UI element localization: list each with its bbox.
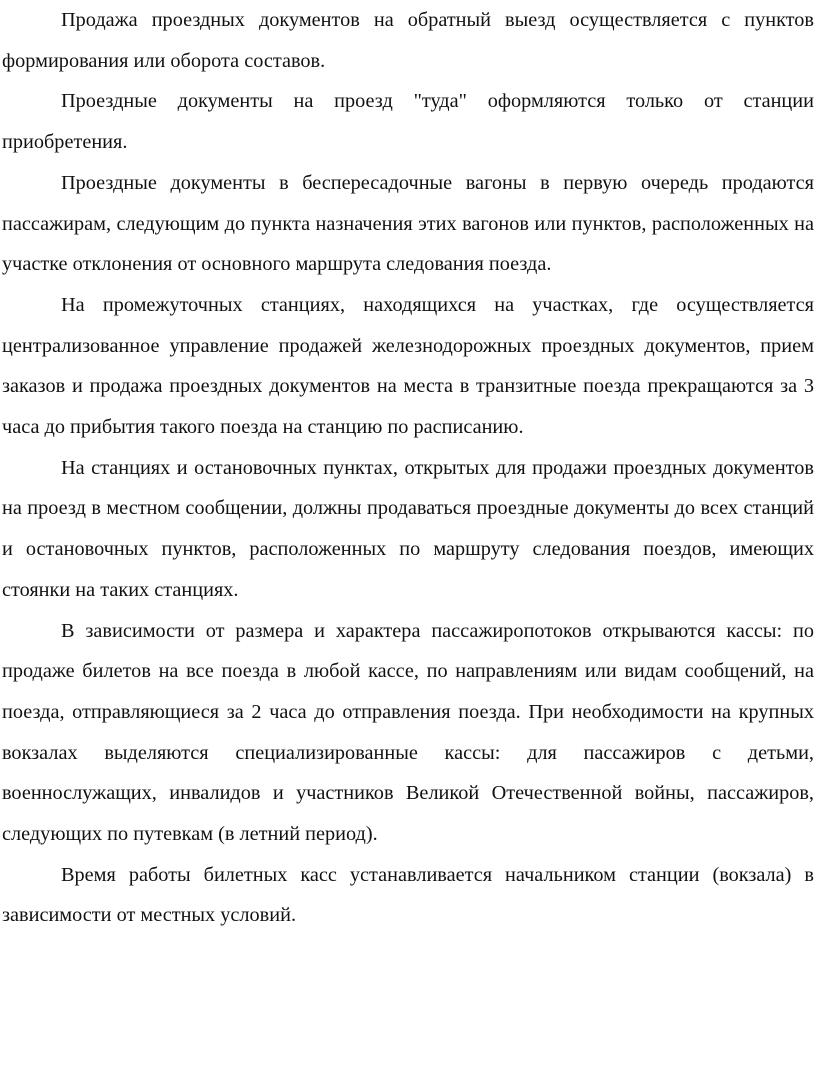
paragraph-ticket-offices: В зависимости от размера и характера пассажиропотоков открываются кассы: по продаже билетов на все поезда в любой кассе, по направлениям или видам сообщений, на поезда, отправляющиеся за 2 часа до отправления поезда. При необходимости на крупных вокзалах выделяются специализированные кассы: для пассажиров с детьми, военнослужащих, инвалидов и участников Великой Отечественной войны, пассажиров, следующих по путевкам (в летний период). bbox=[2, 619, 814, 846]
paragraph-return-trip-sales: Продажа проездных документов на обратный выезд осуществляется с пунктов формирования или оборота составов. bbox=[2, 9, 814, 72]
paragraph-through-cars: Проездные документы в беспересадочные вагоны в первую очередь продаются пассажирам, следующим до пункта назначения этих вагонов или пунктов, расположенных на участке отклонения от основного маршрута следования поезда. bbox=[2, 171, 814, 276]
paragraph-outbound-documents: Проездные документы на проезд "туда" оформляются только от станции приобретения. bbox=[2, 90, 814, 154]
paragraph-office-hours: Время работы билетных касс устанавливается начальником станции (вокзала) в зависимости от местных условий. bbox=[2, 863, 814, 927]
paragraph-intermediate-stations: На промежуточных станциях, находящихся на участках, где осуществляется централизованное управление продажей железнодорожных проездных документов, прием заказов и продажа проездных документов на места в транзитные поезда прекращаются за 3 часа до прибытия такого поезда на станцию по расписанию. bbox=[2, 293, 814, 439]
paragraph-local-service: На станциях и остановочных пунктах, открытых для продажи проездных документов на проезд в местном сообщении, должны продаваться проездные документы до всех станций и остановочных пунктов, расположенных по маршруту следования поездов, имеющих стоянки на таких станциях. bbox=[2, 456, 814, 601]
document-body bbox=[2, 0, 814, 936]
